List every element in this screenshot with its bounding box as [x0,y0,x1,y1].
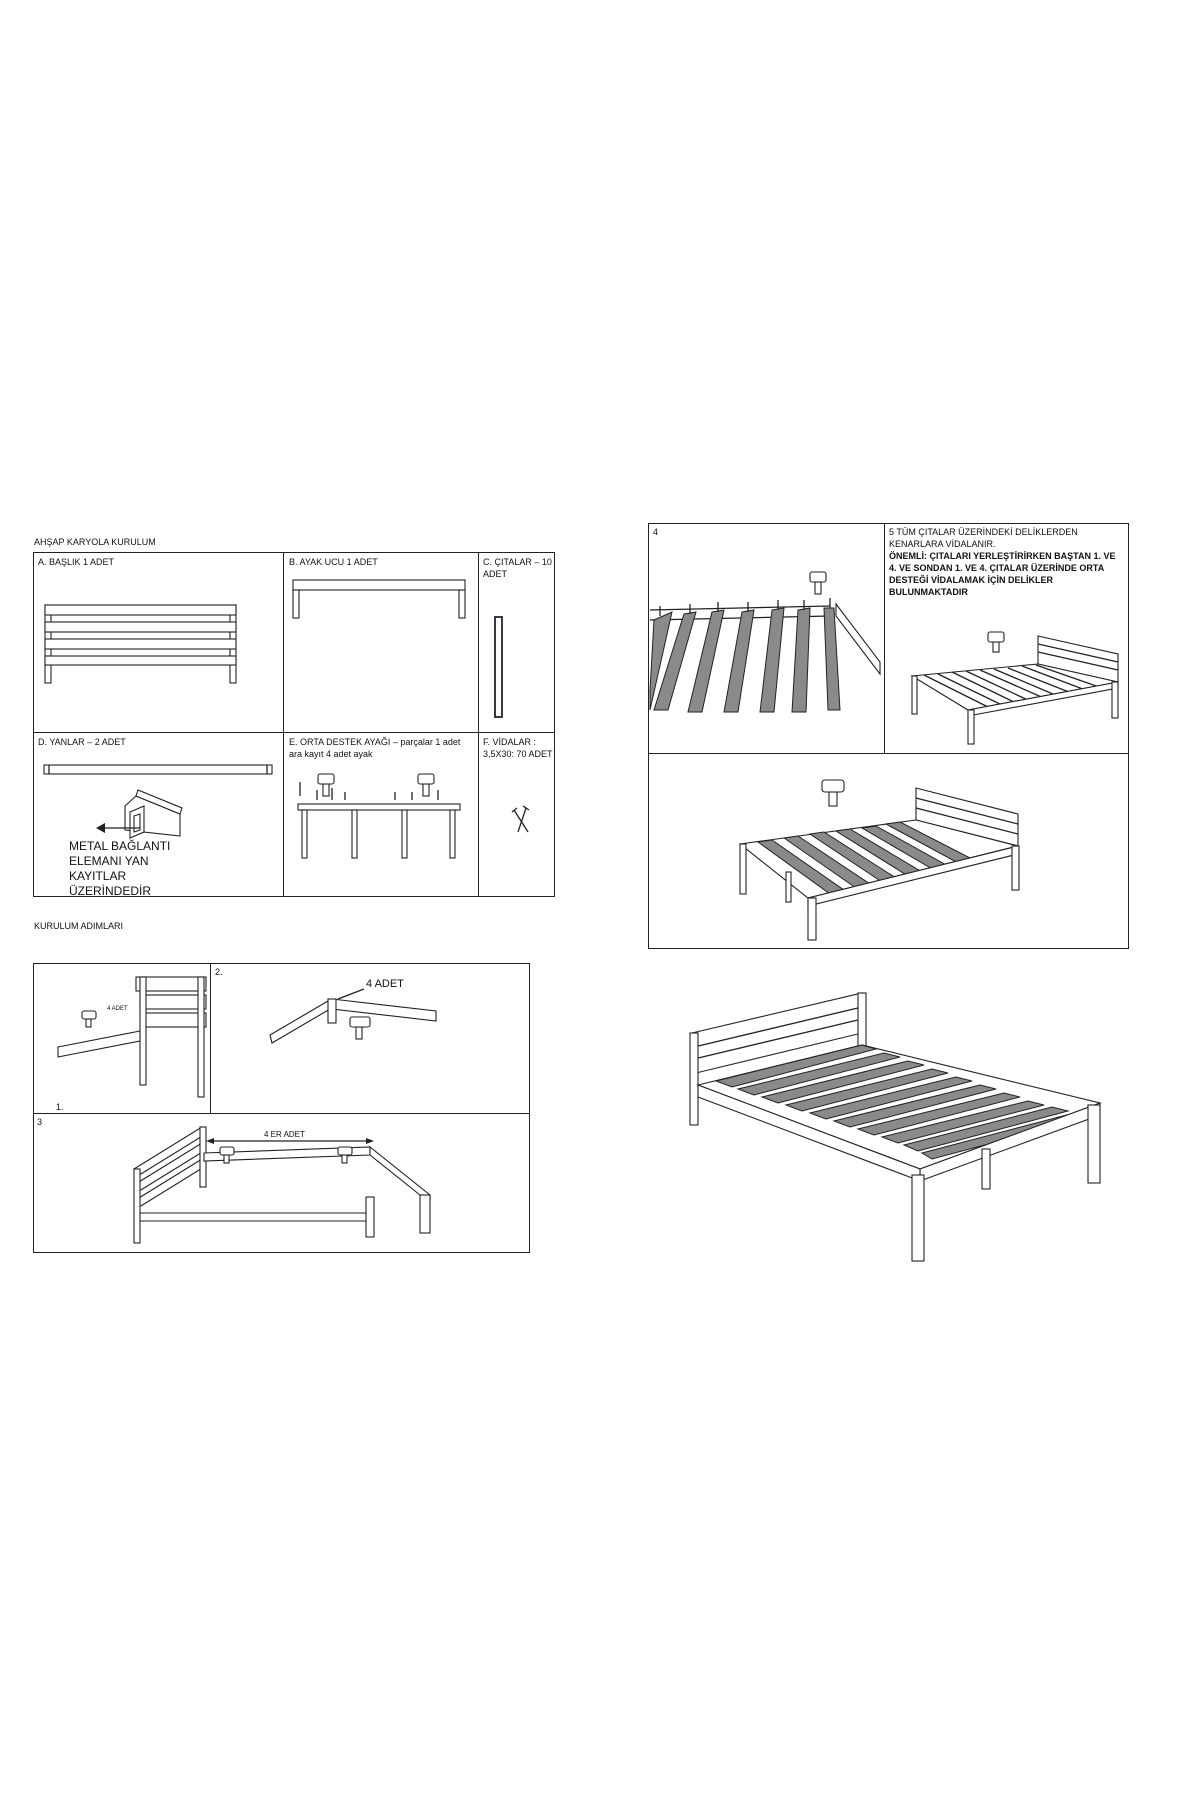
part-b-label: B. AYAK UCU 1 ADET [289,557,378,567]
step-2-number: 2. [215,967,223,977]
step-1-illustration [58,975,208,1100]
screws-illustration [508,804,538,840]
step-1-number: 1. [56,1102,64,1112]
drill-icon [82,1011,96,1027]
document-title: AHŞAP KARYOLA KURULUM [34,537,156,547]
slat-illustration [494,616,508,720]
slatted-bed-illustration [736,776,1031,944]
side-rail-illustration [40,762,280,842]
part-a-label: A. BAŞLIK 1 ADET [38,557,115,567]
drill-icon [988,632,1004,652]
part-e-label: E. ORTA DESTEK AYAĞI – parçalar 1 adet ara kayıt 4 adet ayak [289,737,461,759]
step-2-illustration [268,985,448,1055]
drill-icon [418,774,434,796]
drill-icon [810,572,826,594]
important-note: ÖNEMLİ: ÇITALARI YERLEŞTİRİRKEN BAŞTAN 1. VE 4. VE SONDAN 1. VE 4. ÇITALAR ÜZERİNDE ORTA DESTEĞİ VİDALAMAK İÇİN DELİKLER BULUNMAKTADIR [889,551,1116,597]
step-3-callout: 4 ER ADET [264,1130,305,1139]
step-3-number: 3 [37,1117,43,1127]
drill-icon [822,780,844,806]
headboard-illustration [40,600,240,685]
step-1-callout: 4 ADET [107,1006,128,1012]
step-5-instruction: 5 TÜM ÇITALAR ÜZERİNDEKİ DELİKLERDEN KENARLARA VİDALANIR. [889,527,1078,549]
drill-icon [350,1017,370,1039]
metal-connector-note: METAL BAĞLANTI ELEMANI YAN KAYITLAR ÜZERİNDEDİR [69,839,171,898]
step-2-callout: 4 ADET [366,978,404,990]
part-c-label: C. ÇITALAR – 10 ADET [483,557,552,579]
assembled-bed-illustration [686,985,1106,1265]
step-5-bed-illustration [908,620,1128,750]
step-4-number: 4 [653,527,659,537]
part-f-label: F. VİDALAR : 3,5X30: 70 ADET [483,737,553,759]
center-support-illustration [290,770,470,888]
drill-icon [338,1147,352,1163]
part-d-label: D. YANLAR – 2 ADET [38,737,126,747]
footboard-illustration [290,578,470,620]
installation-steps-title: KURULUM ADIMLARI [34,921,124,931]
step-4-slats-illustration [650,570,882,750]
step-3-illustration [130,1125,440,1245]
arrow-icon [92,822,142,836]
